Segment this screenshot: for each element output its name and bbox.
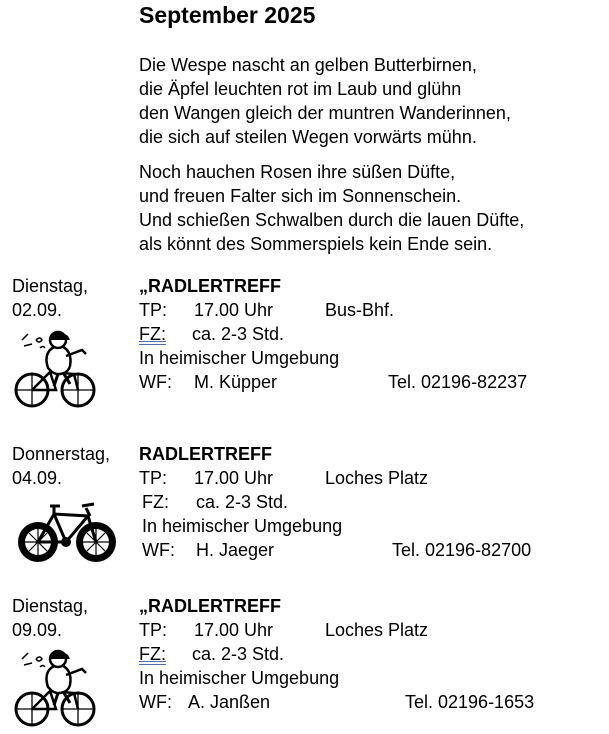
event-fz-label: FZ:: [139, 644, 166, 664]
event-wf-name: H. Jaeger: [196, 540, 275, 560]
event-area: In heimischer Umgebung: [142, 516, 343, 536]
event-tp-place: Loches Platz: [325, 620, 429, 640]
event-name: „RADLERTREFF: [139, 276, 281, 296]
cyclist-icon: [14, 326, 96, 412]
page-title: September 2025: [139, 2, 316, 28]
event-tp-place: Loches Platz: [325, 468, 429, 488]
event-fz-label: FZ:: [139, 324, 166, 344]
event-weekday: Dienstag,: [12, 596, 89, 616]
poem-line: den Wangen gleich der muntren Wanderinnen,: [139, 103, 511, 123]
event-date: 02.09.: [12, 300, 63, 320]
event-weekday: Donnerstag,: [12, 444, 111, 464]
event-tp-time: 17.00 Uhr: [194, 620, 274, 640]
event-wf-label: WF:: [142, 540, 175, 560]
poem-line: und freuen Falter sich im Sonnenschein.: [139, 186, 462, 206]
event-tp-place: Bus-Bhf.: [325, 300, 395, 320]
event-wf-label: WF:: [139, 692, 172, 712]
poem-stanza-1: [139, 53, 511, 149]
event-name: RADLERTREFF: [139, 444, 272, 464]
event-fz-value: ca. 2-3 Std.: [192, 324, 285, 344]
event-tp-label: TP:: [139, 468, 168, 488]
poem-line: die sich auf steilen Wegen vorwärts mühn.: [139, 127, 477, 147]
event-tel: Tel. 02196-82700: [392, 540, 532, 560]
event-name: „RADLERTREFF: [139, 596, 281, 616]
poem-line: Und schießen Schwalben durch die lauen Düfte,: [139, 210, 525, 230]
event-fz-value: ca. 2-3 Std.: [192, 644, 285, 664]
event-fz-value: ca. 2-3 Std.: [196, 492, 289, 512]
event-wf-name: M. Küpper: [194, 372, 278, 392]
poem-stanza-2: [139, 160, 524, 256]
event-tp-time: 17.00 Uhr: [194, 300, 274, 320]
event-fz-label: FZ:: [142, 492, 169, 512]
event-wf-name: A. Janßen: [188, 692, 271, 712]
event-wf-label: WF:: [139, 372, 172, 392]
event-tp-label: TP:: [139, 300, 168, 320]
event-tp-label: TP:: [139, 620, 168, 640]
cyclist-icon: [14, 645, 96, 731]
event-area: In heimischer Umgebung: [139, 348, 340, 368]
event-tel: Tel. 02196-82237: [388, 372, 528, 392]
poem-line: Noch hauchen Rosen ihre süßen Düfte,: [139, 162, 456, 182]
event-date: 04.09.: [12, 468, 63, 488]
event-date: 09.09.: [12, 620, 63, 640]
bicycle-icon: [14, 496, 120, 568]
event-tel: Tel. 02196-1653: [405, 692, 535, 712]
event-weekday: Dienstag,: [12, 276, 89, 296]
poem-line: Die Wespe nascht an gelben Butterbirnen,: [139, 55, 477, 75]
poem-line: die Äpfel leuchten rot im Laub und glühn: [139, 79, 462, 99]
event-tp-time: 17.00 Uhr: [194, 468, 274, 488]
event-area: In heimischer Umgebung: [139, 668, 340, 688]
poem-line: als könnt des Sommerspiels kein Ende sein.: [139, 234, 493, 254]
